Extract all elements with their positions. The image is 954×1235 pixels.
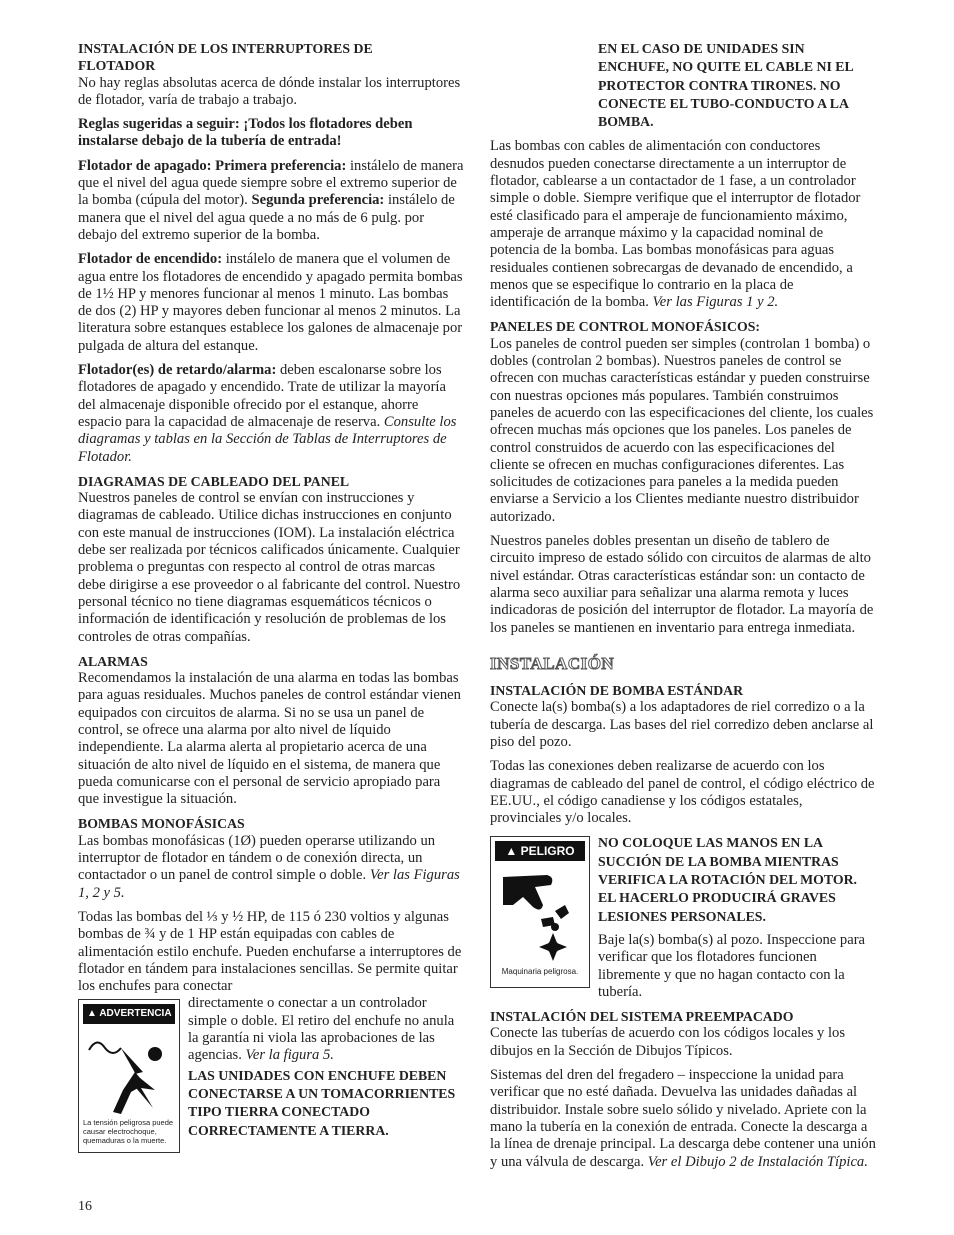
sink-text: Sistemas del dren del fregadero – inspeccione la unidad para verificar que no esté dañada. Devuelva las unidades dañadas al distribuidor. Instale sobre suelo sólido y nivelado. Apriete con la mano la tubería en la conexión de entrada. Conecte la descarga a la línea de drenaje principal. La descarga debe contener una unión y una válvula de descarga. [490, 1067, 876, 1170]
second-pref-label: Segunda preferencia: [251, 192, 385, 209]
all-pumps-paragraph: Todas las bombas del ⅓ y ½ HP, de 115 ó 230 voltios y algunas bombas de ¾ y de 1 HP están equipadas con cables de alimentación estilo enchufe. Pueden enchufarse a interruptores de flotador en tándem para instalaciones sencillas. Se permite quitar los enchufes para conectar [78, 908, 462, 995]
std-heading: INSTALACIÓN DE BOMBA ESTÁNDAR [490, 683, 744, 699]
off-float-text: instálelo de manera que el nivel del agua quede siempre sobre el extremo superior de la bomba (cúpula del motor). [78, 157, 464, 209]
wiring-section [78, 473, 464, 646]
on-float-text: instálelo de manera que el volumen de agua entre los flotadores de encendido y apagado permita bombas de 1½ HP y menores funcionar al menos 1 minuto. Las bombas de dos (2) HP y mayores deben funcionar al menos 2 minutos. La literatura sobre estanques establece los galones de almacenaje por pulgada de altura del estanque. [78, 251, 463, 354]
right-column [490, 40, 876, 1178]
danger-triangle-icon: ▲ [505, 844, 518, 859]
alarms-heading: ALARMAS [78, 653, 148, 669]
panels-text: Los paneles de control pueden ser simples (controlan 1 bomba) o dobles (controlan 2 bombas). Nuestros paneles de control se ofrecen con muchas características estándar y pueden construirse con nuestras opciones más populares. También construimos paneles de acuerdo con las especificaciones del cliente, los cuales ofrecen muchas más opciones que los paneles. Los paneles de control construidos de acuerdo con las especificaciones del cliente se ofrecen en muchas configuraciones diferentes. Las solicitudes de cotizaciones para paneles a la medida pueden enviarse a Servicio a los Clientes mediante nuestro distribuidor autorizado. [490, 335, 874, 525]
install-title: INSTALACIÓN [490, 653, 615, 673]
pre-heading: INSTALACIÓN DEL SISTEMA PREEMPACADO [490, 1009, 794, 1025]
pre-section [490, 1008, 876, 1060]
std-section [490, 682, 876, 751]
on-float-paragraph [78, 251, 464, 355]
wiring-heading: DIAGRAMAS DE CABLEADO DEL PANEL [78, 473, 350, 489]
left-column [78, 40, 464, 1157]
danger-caption: Maquinaria peligrosa. [501, 967, 579, 977]
second-pref-text: instálelo de manera que el nivel del agua quede a no más de 6 pulg. por debajo del extremo superior de la bomba. [78, 192, 455, 243]
danger-label: PELIGRO [520, 844, 575, 859]
hand-entanglement-icon [495, 865, 585, 963]
plug-warning: LAS UNIDADES CON ENCHUFE DEBEN CONECTARSE A UN TOMACORRIENTES TIPO TIERRA CONECTADO CORRECTAMENTE A TIERRA. [188, 1067, 456, 1138]
mono-ref: Ver las Figuras 1, 2 y 5. [78, 867, 460, 901]
hands-warning: NO COLOQUE LAS MANOS EN LA SUCCIÓN DE LA BOMBA MIENTRAS VERIFICA LA ROTACIÓN DEL MOTOR. EL HACERLO PRODUCIRÁ GRAVES LESIONES PERSONALES. [598, 835, 857, 924]
wrap-text: directamente o conectar a un controlador simple o doble. El retiro del enchufe no anula la garantía ni viola las aprobaciones de las agencias. [188, 995, 455, 1064]
rules-text: Reglas sugeridas a seguir: ¡Todos los flotadores deben instalarse debajo de la tubería de entrada! [78, 116, 413, 150]
lag-float-label: Flotador(es) de retardo/alarma: [78, 362, 277, 379]
float-heading: INSTALACIÓN DE LOS INTERRUPTORES DE FLOTADOR [78, 41, 373, 74]
electric-shock-icon [83, 1028, 175, 1118]
mono-section [78, 815, 464, 901]
dual-text: Nuestros paneles dobles presentan un diseño de tablero de circuito impreso de estado sólido con circuitos de alarmas de alto nivel estándar. Otras características estándar son: un contacto de alarma seco auxiliar para señalizar una alarma remota y luces indicadoras de posición del interruptor de flotador. La mayoría de los paneles se mantienen en inventario para entrega inmediata. [490, 533, 874, 636]
float-intro: No hay reglas absolutas acerca de dónde instalar los interruptores de flotador, varía de trabajo a trabajo. [78, 74, 461, 108]
danger-header [495, 841, 585, 861]
mono-heading: BOMBAS MONOFÁSICAS [78, 816, 245, 832]
nocord-warning: EN EL CASO DE UNIDADES SIN ENCHUFE, NO QUITE EL CABLE NI EL PROTECTOR CONTRA TIRONES. NO CONECTE EL TUBO-CONDUCTO A LA BOMBA. [598, 41, 853, 130]
sink-paragraph [490, 1067, 876, 1171]
warning-header [83, 1004, 175, 1024]
pre-text: Conecte las tuberías de acuerdo con los códigos locales y los dibujos en la Sección de Dibujos Típicos. [490, 1025, 846, 1059]
sink-ref: Ver el Dibujo 2 de Instalación Típica. [647, 1153, 868, 1170]
lag-float-paragraph [78, 362, 464, 466]
panels-heading: PANELES DE CONTROL MONOFÁSICOS: [490, 319, 760, 335]
alarms-section [78, 653, 464, 809]
lag-float-text: deben escalonarse sobre los flotadores de apagado y encendido. Trate de utilizar la mayoría del almacenaje disponible ofrecido por el estanque, ahorre espacio para la capacidad de almacenaje de reserva. [78, 362, 446, 430]
warning-label: ADVERTENCIA [99, 1008, 172, 1020]
lower-text: Baje la(s) bomba(s) al pozo. Inspeccione para verificar que los flotadores funcionen libremente y que no hagan contacto con la tubería. [598, 931, 866, 1000]
bare-text: Las bombas con cables de alimentación con conductores desnudos pueden conectarse directamente a un interruptor de flotador, cablearse a un contactador de 1 fase, a un controlador simple o doble. Siempre verifique que el interruptor de flotador esté clasificado para el amperaje de funcionamiento máximo, amperaje de arranque máximo y la capacidad nominal de potencia de la bomba. Las bombas monofásicas para aguas residuales contienen sobrecargas de devanado de encendido, a menos que se especifique lo contrario en la placa de identificación de la bomba. [490, 138, 861, 311]
warning-triangle-icon: ▲ [87, 1008, 97, 1020]
warning-box [78, 999, 180, 1153]
danger-box [490, 836, 590, 988]
std-text: Conecte la(s) bomba(s) a los adaptadores de riel corredizo o a la tubería de descarga. Las bases del riel corredizo deben anclarse al piso del pozo. [490, 699, 874, 750]
mono-text: Las bombas monofásicas (1Ø) pueden operarse utilizando un interruptor de flotador en tándem o de conexión directa, un contactador o un panel de control simple o doble. [78, 832, 436, 884]
alarms-text: Recomendamos la instalación de una alarma en todas las bombas para aguas residuales. Muchos paneles de control estándar vienen equipados con circuitos de alarma. Si no se usa un panel de control, se ofrece una alarma por alto nivel de líquido independiente. La alarma alerta al propietario acerca de una situación de alto nivel de líquido en el sistema, de manera que pueda comunicarse con el personal de servicio apropiado para que investigue la situación. [78, 670, 461, 808]
off-float-label: Flotador de apagado: Primera preferencia: [78, 157, 347, 174]
on-float-label: Flotador de encendido: [78, 251, 223, 268]
bare-ref: Ver las Figuras 1 y 2. [652, 294, 779, 311]
bare-paragraph [490, 138, 876, 311]
float-section [78, 40, 464, 109]
wiring-text: Nuestros paneles de control se envían con instrucciones y diagramas de cableado. Utilice dichas instrucciones en conjunto con este manual de instrucciones (IOM). La instalación eléctrica debe ser realizada por técnicos calificados únicamente. Cualquier problema o preguntas con respecto al control de otras marcas debe dirigirse a ese proveedor o al fabricante del control. Nuestro personal técnico no tiene diagramas esquemáticos técnicos o información de identificación y resolución de problemas de los controles de otras compañías. [78, 490, 461, 645]
wrap-ref: Ver la figura 5. [245, 1047, 334, 1064]
page-number: 16 [78, 1199, 92, 1214]
conn-text: Todas las conexiones deben realizarse de acuerdo con los diagramas de cableado del panel de control, el código eléctrico de EE.UU., el código canadiense y los códigos estatales, provinciales y/o locales. [490, 758, 875, 827]
off-float-paragraph [78, 158, 464, 244]
lag-float-ref: Consulte los diagramas y tablas en la Sección de Tablas de Interruptores de Flotador. [78, 413, 457, 465]
panels-section [490, 318, 876, 526]
warning-caption: La tensión peligrosa puede causar electrochoque, quemaduras o la muerte. [83, 1118, 174, 1146]
